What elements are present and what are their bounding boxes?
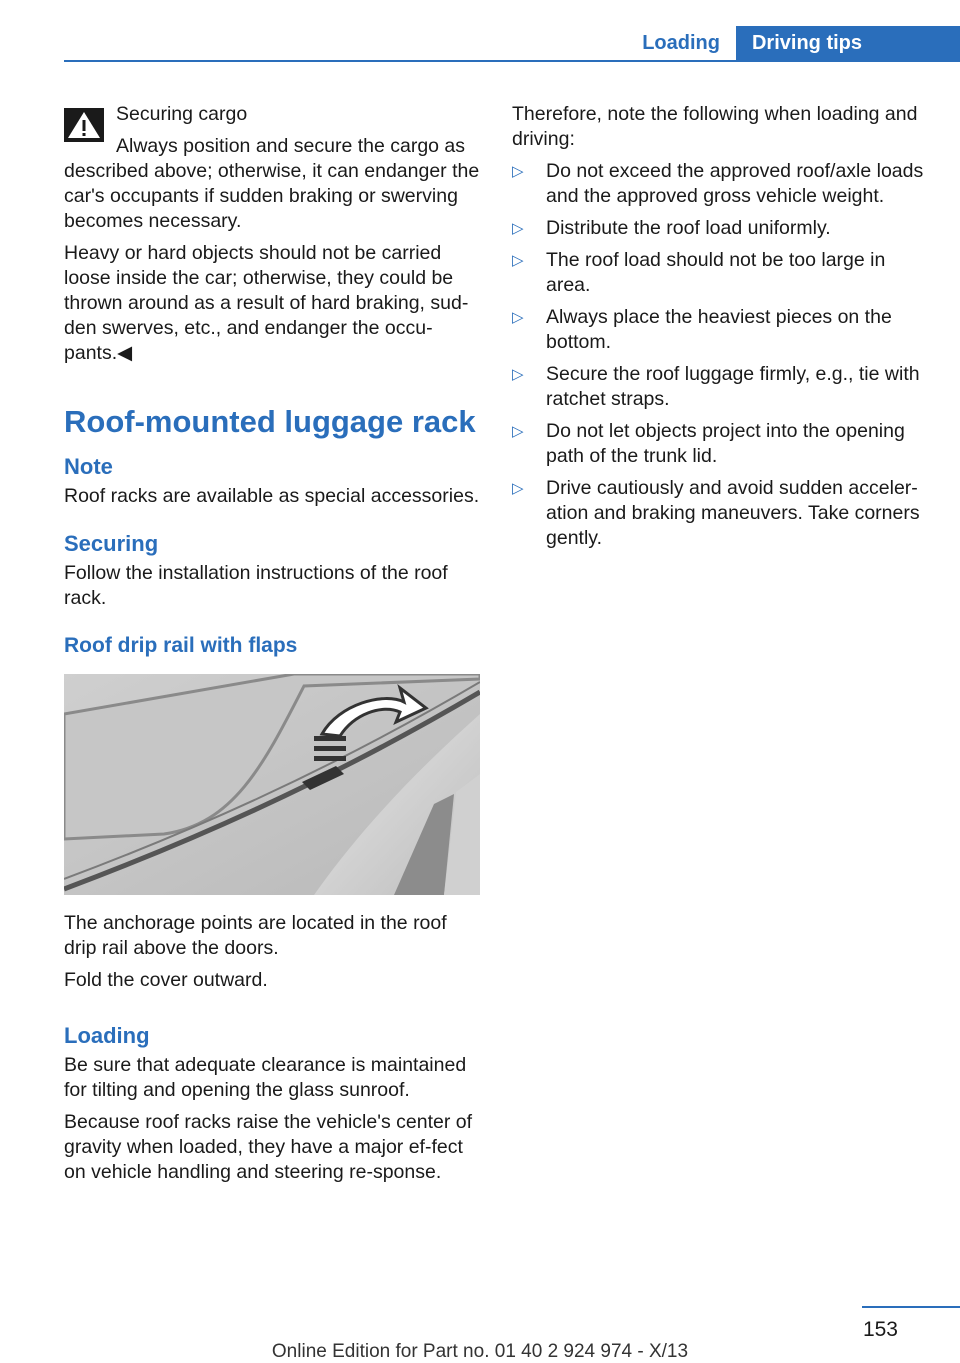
list-item-text: Always place the heaviest pieces on the bottom. [546, 306, 892, 353]
bullet-triangle-icon: ▷ [512, 423, 524, 440]
section-title: Roof-mounted luggage rack [64, 404, 476, 439]
bullet-triangle-icon: ▷ [512, 163, 524, 180]
list-item-text: Secure the roof luggage firmly, e.g., tie with ratchet straps. [546, 363, 920, 410]
warning-box [64, 102, 482, 366]
figure-caption-1: The anchorage points are located in the roof drip rail above the doors. [64, 912, 447, 959]
list-item-text: Do not exceed the approved roof/axle loads and the approved gross vehicle weight. [546, 160, 924, 207]
header-rule [64, 60, 960, 62]
right-column [512, 102, 930, 558]
bullet-triangle-icon: ▷ [512, 252, 524, 269]
list-item-text: Do not let objects project into the opening path of the trunk lid. [546, 420, 905, 467]
intro-text: Therefore, note the following when loading and driving: [512, 103, 918, 150]
footer-rule [862, 1306, 960, 1308]
list-item-text: The roof load should not be too large in area. [546, 249, 886, 296]
warning-paragraph [64, 134, 482, 234]
loading-text-2: Because roof racks raise the vehicle's center of gravity when loaded, they have a major ef‐fect on vehicle handling and steering re‐sponse. [64, 1111, 473, 1183]
securing-heading: Securing [64, 531, 159, 556]
roof-drip-rail-figure [64, 674, 480, 895]
list-item-text: Drive cautiously and avoid sudden acceler‐ation and braking maneuvers. Take corners gently. [546, 477, 920, 549]
bullet-triangle-icon: ▷ [512, 366, 524, 383]
securing-text: Follow the installation instructions of the roof rack. [64, 562, 448, 609]
edition-text: Online Edition for Part no. 01 40 2 924 974 - X/13 [271, 1341, 689, 1362]
tab-driving-tips[interactable]: Driving tips [736, 26, 960, 60]
note-text: Roof racks are available as special accessories. [64, 485, 480, 507]
list-item-text: Distribute the roof load uniformly. [546, 217, 831, 239]
left-column [64, 102, 482, 1192]
warning-triangle-icon [64, 108, 104, 142]
list-item [512, 216, 930, 241]
page-number: 153 [862, 1318, 898, 1341]
note-heading: Note [64, 454, 113, 479]
bullet-triangle-icon: ▷ [512, 220, 524, 237]
list-item [512, 419, 930, 469]
warning-text-1: Always position and secure the cargo as described above; otherwise, it can endanger the car's occupants if sudden braking or swerving becomes necessary. [64, 135, 480, 232]
tab-loading[interactable]: Loading [626, 26, 736, 60]
list-item [512, 362, 930, 412]
warning-text-2: Heavy or hard objects should not be carried loose inside the car; otherwise, they could be thrown around as a result of hard braking, sud‐den swerves, etc., and endanger the occu‐pants.◀ [64, 242, 469, 364]
loading-text-1: Be sure that adequate clearance is maintained for tilting and opening the glass sunroof. [64, 1054, 467, 1101]
list-item [512, 159, 930, 209]
warning-title: Securing cargo [116, 103, 248, 125]
bullet-triangle-icon: ▷ [512, 480, 524, 497]
drip-rail-heading: Roof drip rail with flaps [64, 634, 298, 657]
list-item [512, 305, 930, 355]
loading-tips-list [512, 159, 930, 551]
list-item [512, 248, 930, 298]
bullet-triangle-icon: ▷ [512, 309, 524, 326]
header-tabs [626, 26, 960, 60]
figure-caption-2: Fold the cover outward. [64, 969, 268, 991]
list-item [512, 476, 930, 551]
loading-heading: Loading [64, 1023, 150, 1048]
